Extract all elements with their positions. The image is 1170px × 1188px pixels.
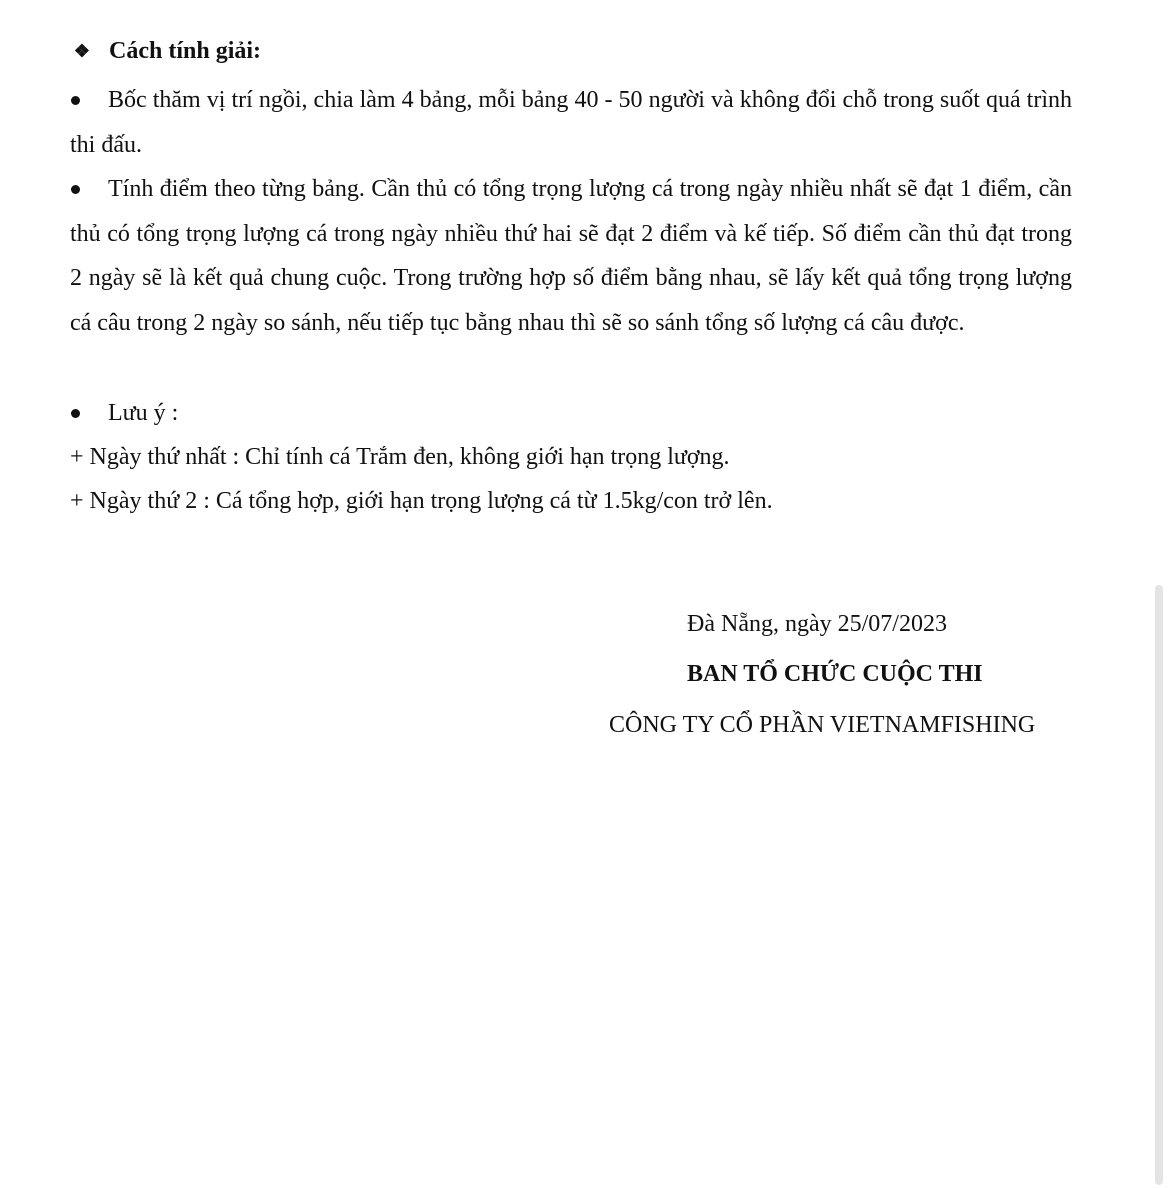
section-heading	[72, 38, 261, 65]
bullet-paragraph-seating: Bốc thăm vị trí ngồi, chia làm 4 bảng, mỗi bảng 40 - 50 người và không đổi chỗ trong suốt quá trình thi đấu.	[70, 87, 1072, 158]
bullet-paragraph-note: Lưu ý :	[108, 400, 179, 426]
note-day-two: + Ngày thứ 2 : Cá tổng hợp, giới hạn trọng lượng cá từ 1.5kg/con trở lên.	[70, 488, 773, 514]
signature-place-date: Đà Nẵng, ngày 25/07/2023	[687, 611, 947, 637]
note-day-one: + Ngày thứ nhất : Chỉ tính cá Trắm đen, không giới hạn trọng lượng.	[70, 444, 730, 470]
diamond-bullet-icon: ❖	[73, 41, 91, 61]
section-heading-text: Cách tính giải:	[109, 38, 262, 64]
signature-organizer: BAN TỔ CHỨC CUỘC THI	[687, 661, 983, 687]
signature-company: CÔNG TY CỔ PHẦN VIETNAMFISHING	[609, 712, 1036, 738]
vertical-scrollbar[interactable]	[1155, 585, 1163, 1185]
bullet-paragraph-scoring: Tính điểm theo từng bảng. Cần thủ có tổng trọng lượng cá trong ngày nhiều nhất sẽ đạt 1 điểm, cần thủ có tổng trọng lượng cá trong ngày nhiều thứ hai sẽ đạt 2 điểm và kế tiếp. Số điểm cần thủ đạt trong 2 ngày sẽ là kết quả chung cuộc. Trong trường hợp số điểm bằng nhau, sẽ lấy kết quả tổng trọng lượng cá câu trong 2 ngày so sánh, nếu tiếp tục bằng nhau thì sẽ so sánh tổng số lượng cá câu được.	[70, 176, 1072, 336]
